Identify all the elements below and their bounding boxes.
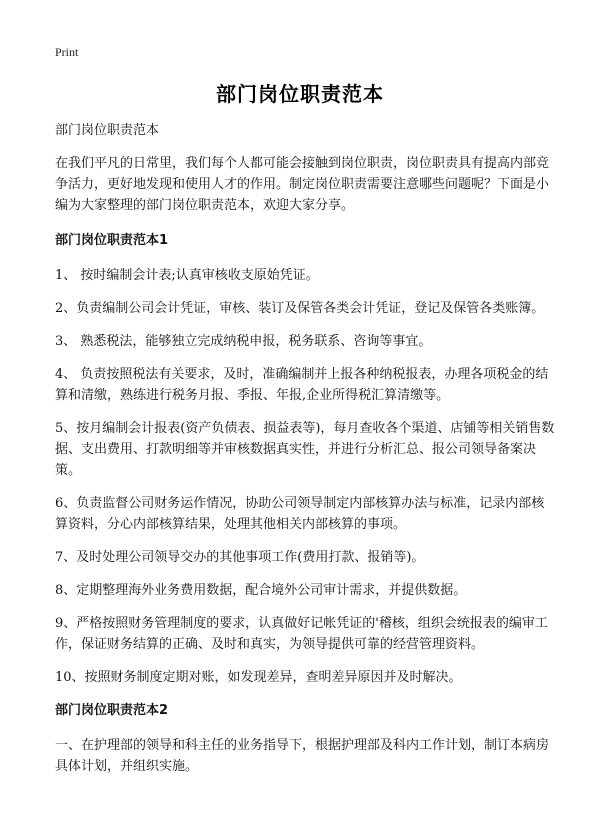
intro-paragraph: 在我们平凡的日常里，我们每个人都可能会接触到岗位职责，岗位职责具有提高内部竞争活力，更好地发现和使用人才的作用。制定岗位职责需要注意哪些问题呢？下面是小编为大家整理的部门岗位职责范本，欢迎大家分享。 [55,156,550,213]
section-heading: 部门岗位职责范本2 [55,703,169,718]
duty-item: 8、定期整理海外业务费用数据，配合境外公司审计需求，并提供数据。 [55,583,467,598]
duty-item: 1、 按时编制会计表;认真审核收支原始凭证。 [55,268,319,283]
duty-item: 一、在护理部的领导和科主任的业务指导下，根据护理部及科内工作计划，制订本病房具体计划，并组织实施。 [55,738,550,774]
document-subtitle: 部门岗位职责范本 [55,123,160,138]
duty-item: 4、 负责按照税法有关要求，及时，准确编制并上报各种纳税报表，办理各项税金的结算和清缴，熟练进行税务月报、季报、年报,企业所得税汇算清缴等。 [55,367,549,403]
duty-item: 2、负责编制公司会计凭证，审核、装订及保管各类会计凭证，登记及保管各类账簿。 [55,301,545,316]
print-label: Print [55,45,79,59]
duty-item: 3、 熟悉税法，能够独立完成纳税申报，税务联系、咨询等事宜。 [55,334,432,349]
duty-item: 10、按照财务制度定期对账，如发现差异，查明差异原因并及时解决。 [55,670,462,685]
section-heading: 部门岗位职责范本1 [55,233,169,248]
duty-item: 7、及时处理公司领导交办的其他事项工作(费用打款、报销等)。 [55,550,425,565]
page-title: 部门岗位职责范本 [216,82,384,106]
duty-item: 9、严格按照财务管理制度的要求，认真做好记帐凭证的'稽核，组织会统报表的编审工作，保证财务结算的正确、及时和真实，为领导提供可靠的经营管理资料。 [55,616,548,652]
duty-item: 5、按月编制会计报表(资产负债表、损益表等)，每月查收各个渠道、店铺等相关销售数据、支出费用、打款明细等并审核数据真实性，并进行分析汇总、报公司领导备案决策。 [55,421,555,478]
document-body [55,120,555,789]
duty-item: 6、负责监督公司财务运作情况，协助公司领导制定内部核算办法与标准，记录内部核算资料，分心内部核算结果，处理其他相关内部核算的事项。 [55,496,545,532]
